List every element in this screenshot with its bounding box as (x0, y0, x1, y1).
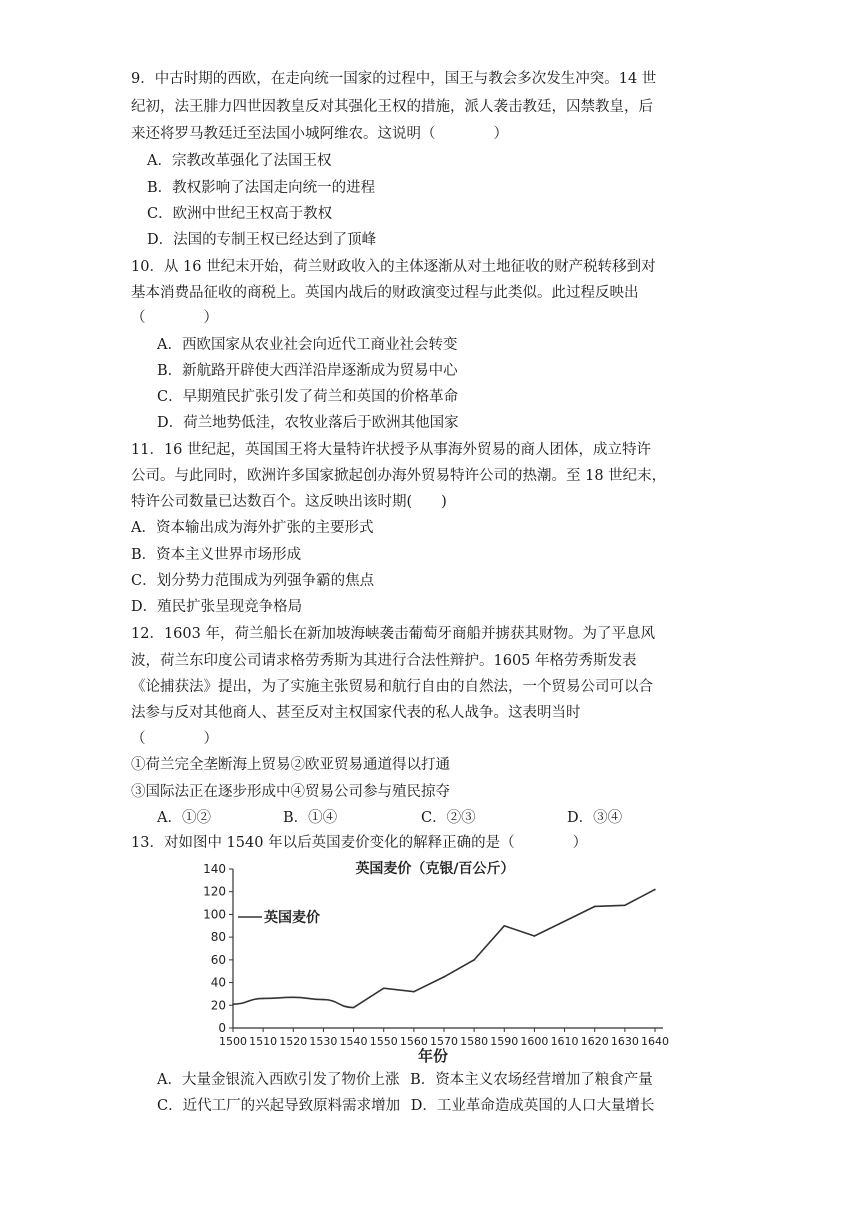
q12-option-c: C．②③ (421, 810, 476, 826)
q12-option-d: D．③④ (567, 810, 623, 826)
q13-options-line1 (157, 1070, 653, 1090)
q11-option-a: A．资本输出成为海外扩张的主要形式 (131, 520, 374, 536)
x-tick-label: 1520 (279, 1035, 308, 1048)
q9-option-a: A．宗教改革强化了法国王权 (147, 153, 332, 169)
data-point-1530 (323, 999, 325, 1001)
series-line-wheat-price (233, 889, 655, 1007)
y-tick-label: 40 (210, 975, 226, 990)
x-tick-label: 1540 (339, 1035, 368, 1048)
y-tick-label: 140 (203, 862, 226, 876)
q12-stem-line2: 波，荷兰东印度公司请求格劳秀斯为其进行合法性辩护。1605 年格劳秀斯发表 (131, 653, 637, 669)
q11-option-b: B．资本主义世界市场形成 (131, 547, 302, 563)
data-point-1580 (473, 959, 475, 961)
q13-option-c: C．近代工厂的兴起导致原料需求增加 (157, 1098, 401, 1114)
x-tick-label: 1560 (399, 1035, 428, 1048)
data-points (232, 889, 656, 1009)
q13-options-line2 (157, 1096, 654, 1116)
y-axis (203, 862, 233, 1035)
x-tick-label: 1570 (430, 1035, 458, 1048)
q12-items-line2: ③国际法正在逐步形成中④贸易公司参与殖民掠夺 (131, 784, 450, 800)
y-tick-label: 20 (210, 998, 226, 1013)
x-tick-label: 1550 (369, 1035, 398, 1048)
data-point-1540 (353, 1007, 355, 1009)
data-point-1560 (413, 991, 415, 993)
x-tick-label: 1600 (520, 1035, 549, 1048)
data-point-1500 (232, 1003, 234, 1005)
data-point-1640 (654, 889, 656, 891)
x-tick-label: 1610 (550, 1035, 579, 1048)
q9-option-d: D．法国的专制王权已经达到了顶峰 (147, 232, 377, 248)
y-tick-label: 0 (218, 1021, 226, 1035)
q10-stem-line2: 基本消费品征收的商税上。英国内战后的财政演变过程与此类似。此过程反映出 (131, 285, 639, 301)
data-point-1600 (534, 935, 536, 937)
x-tick-label: 1500 (219, 1035, 247, 1048)
q10-option-b: B．新航路开辟使大西洋沿岸逐渐成为贸易中心 (157, 363, 458, 379)
q9-option-b: B．教权影响了法国走向统一的进程 (147, 180, 376, 196)
data-point-1590 (503, 925, 505, 927)
q10-option-c: C．早期殖民扩张引发了荷兰和英国的价格革命 (157, 389, 459, 405)
chart-title: 英国麦价（克银/百公斤） (355, 861, 515, 877)
q11-stem-line3: 特许公司数量已达数百个。这反映出该时期( ) (131, 494, 447, 510)
q13-option-d: D．工业革命造成英国的人口大量增长 (410, 1098, 655, 1114)
data-point-1550 (383, 987, 385, 989)
q11-option-c: C．划分势力范围成为列强争霸的焦点 (131, 573, 375, 589)
q9-option-c: C．欧洲中世纪王权高于教权 (147, 206, 333, 222)
y-tick-label: 100 (203, 907, 226, 922)
q12-stem-line1: 12．1603 年，荷兰船长在新加坡海峡袭击葡萄牙商船并掳获其财物。为了平息风 (131, 626, 655, 642)
data-point-1620 (594, 906, 596, 908)
data-point-1630 (624, 905, 626, 907)
q9-stem-line1: 9．中古时期的西欧，在走向统一国家的过程中，国王与教会多次发生冲突。14 世 (131, 71, 657, 87)
q12-stem-line4: 法参与反对其他商人、甚至反对主权国家代表的私人战争。这表明当时 (131, 705, 581, 721)
q13-stem: 13．对如图中 1540 年以后英国麦价变化的解释正确的是（ ） (131, 835, 588, 851)
x-tick-label: 1640 (641, 1035, 669, 1048)
x-tick-label: 1580 (460, 1035, 489, 1048)
q9-stem-line2: 纪初，法王腓力四世因教皇反对其强化王权的措施，派人袭击教廷，囚禁教皇，后 (131, 99, 653, 115)
x-tick-label: 1630 (610, 1035, 639, 1048)
q11-option-d: D．殖民扩张呈现竞争格局 (131, 599, 303, 615)
q10-option-a: A．西欧国家从农业社会向近代工商业社会转变 (157, 337, 458, 353)
q12-option-a: A．①② (157, 810, 211, 826)
q12-items-line1: ①荷兰完全垄断海上贸易②欧亚贸易通道得以打通 (131, 757, 450, 773)
legend-label: 英国麦价 (264, 910, 320, 926)
data-point-1520 (292, 997, 294, 999)
q12-stem-line5: （ ） (131, 731, 218, 747)
x-axis (219, 1028, 669, 1048)
x-tick-label: 1620 (580, 1035, 609, 1048)
q11-stem-line2: 公司。与此同时，欧洲许多国家掀起创办海外贸易特许公司的热潮。至 18 世纪末， (131, 468, 667, 484)
q10-option-d: D．荷兰地势低洼，农牧业落后于欧洲其他国家 (157, 415, 459, 431)
q10-stem-line3: （ ） (131, 310, 218, 326)
q12-option-b: B．①④ (283, 810, 338, 826)
x-tick-label: 1530 (309, 1035, 338, 1048)
q9-stem-line3: 来还将罗马教廷迁至法国小城阿维农。这说明（ ） (131, 126, 508, 142)
q12-stem-line3: 《论捕获法》提出，为了实施主张贸易和航行自由的自然法，一个贸易公司可以合 (131, 679, 653, 695)
wheat-price-chart (180, 855, 680, 1070)
y-tick-label: 80 (210, 930, 226, 945)
y-tick-label: 60 (210, 952, 226, 967)
data-point-1510 (262, 998, 264, 1000)
x-axis-label: 年份 (417, 1047, 449, 1065)
data-point-1570 (443, 976, 445, 978)
data-point-1610 (564, 920, 566, 922)
x-tick-label: 1590 (490, 1035, 519, 1048)
q13-option-a: A．大量金银流入西欧引发了物价上涨 (157, 1072, 400, 1088)
q11-stem-line1: 11．16 世纪起，英国国王将大量特许状授予从事海外贸易的商人团体，成立特许 (131, 442, 652, 458)
q13-option-b: B．资本主义农场经营增加了粮食产量 (410, 1072, 653, 1088)
x-tick-label: 1510 (249, 1035, 278, 1048)
y-tick-label: 120 (203, 884, 226, 899)
q10-stem-line1: 10．从 16 世纪末开始，荷兰财政收入的主体逐渐从对土地征收的财产税转移到对 (131, 259, 656, 275)
